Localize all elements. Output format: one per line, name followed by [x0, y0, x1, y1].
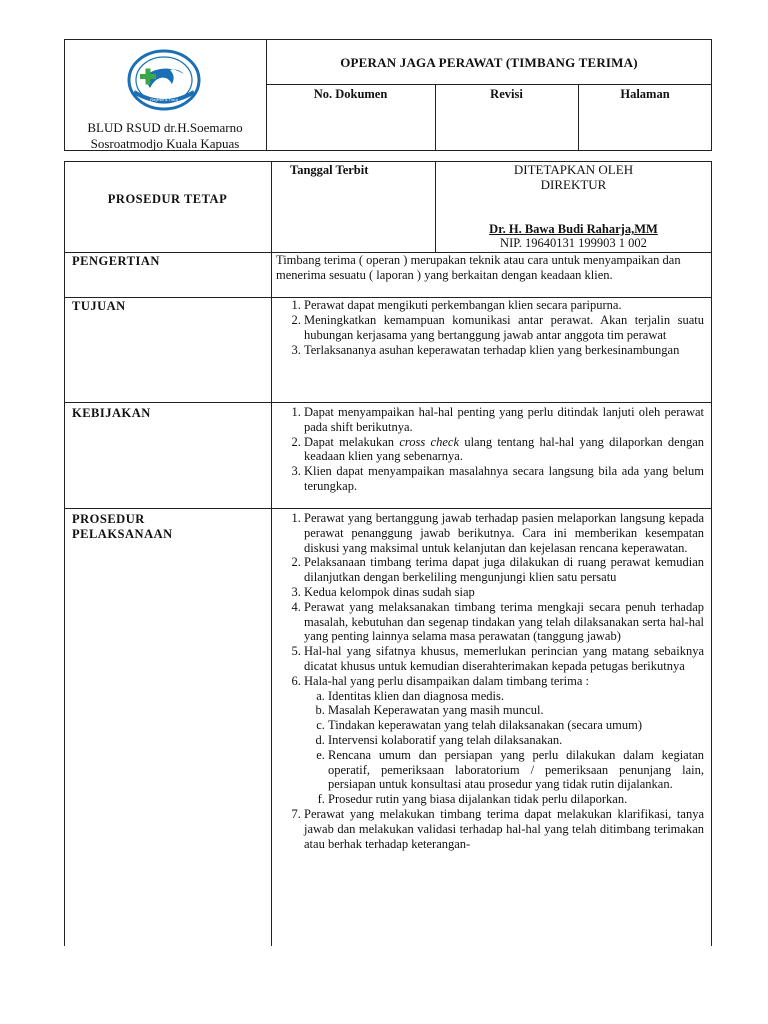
list-item: 5. Hal-hal yang sifatnya khusus, memerlukan perincian yang matang sebaiknya dicatat khusus untuk kemudian diserahterimakan kepada petugas berikutnya: [304, 644, 704, 674]
list-item: 2. Meningkatkan kemampuan komunikasi antar perawat. Akan terjalin suatu hubungan kerjasama yang bertanggung jawab antar anggota tim perawat: [304, 313, 704, 343]
hospital-logo: [126, 48, 202, 112]
list-item: 4. Perawat yang melaksanakan timbang terima mengkaji secara penuh terhadap masalah, kebutuhan dan segenap tindakan yang telah dilaksanakan serta hal-hal yang penting lainnya selama masa perawatan (tanggung jawab): [304, 600, 704, 644]
list-item: 7. Perawat yang melakukan timbang terima dapat melakukan klarifikasi, tanya jawab dan melakukan validasi terhadap hal-hal yang telah ditimbang terimakan atau berhak terhadap keterangan-: [304, 807, 704, 851]
col-no-dokumen: No. Dokumen: [313, 87, 388, 101]
tujuan-label: TUJUAN: [72, 299, 126, 313]
protap-label: PROSEDUR TETAP: [107, 192, 228, 206]
prosedur-label-line2: PELAKSANAAN: [72, 527, 173, 541]
kebijakan-label: KEBIJAKAN: [72, 406, 151, 420]
tanggal-terbit-label: Tanggal Terbit: [290, 163, 369, 177]
prosedur-label: [72, 512, 173, 542]
list-item: 3. Klien dapat menyampaikan masalahnya secara langsung bila ada yang belum terungkap.: [304, 464, 704, 494]
col-halaman: Halaman: [620, 87, 670, 101]
sub-item: c. Tindakan keperawatan yang telah dilaksanakan (secara umum): [328, 718, 704, 733]
kebijakan-list: [270, 405, 704, 494]
sub-item: d. Intervensi kolaboratif yang telah dilaksanakan.: [328, 733, 704, 748]
svg-text:Rayinta & Turut: Rayinta & Turut: [150, 97, 178, 102]
director-name: Dr. H. Bawa Budi Raharja,MM: [489, 222, 658, 236]
header-divider: [266, 84, 712, 85]
sub-item: a. Identitas klien dan diagnosa medis.: [328, 689, 704, 704]
institution-line1: BLUD RSUD dr.H.Soemarno: [87, 120, 243, 135]
ditetapkan-line1: DITETAPKAN OLEH: [513, 162, 634, 177]
sub-item: f. Prosedur rutin yang biasa dijalankan tidak perlu dilaporkan.: [328, 792, 704, 807]
list-item: 1. Dapat menyampaikan hal-hal penting yang perlu ditindak lanjuti oleh perawat pada shift berikutnya.: [304, 405, 704, 435]
ditetapkan-line2: DIREKTUR: [540, 177, 607, 192]
list-item: 6. Hala-hal yang perlu disampaikan dalam timbang terima : a. Identitas klien dan diagnosa medis. b. Masalah Keperawatan yang masih muncul. c. Tindakan keperawatan yang telah dilaksanakan (secara umum) d. Intervensi kolaboratif yang telah dilaksanakan. e. Rencana umum dan persiapan yang perlu dilakukan dalam kegiatan operatif, pemeriksaan laboratorium / pemeriksaan penunjang lain, persiapan untuk konsultasi atau prosedur yang tidak rutin dijalankan. f. Prosedur rutin yang biasa dijalankan tidak perlu dilaporkan.: [304, 674, 704, 807]
prosedur-label-line1: PROSEDUR: [72, 512, 145, 526]
list-item: 3. Terlaksananya asuhan keperawatan terhadap klien yang berkesinambungan: [304, 342, 704, 359]
sub-item: b. Masalah Keperawatan yang masih muncul.: [328, 703, 704, 718]
institution-name: [64, 120, 266, 152]
document-title: OPERAN JAGA PERAWAT (TIMBANG TERIMA): [340, 55, 638, 70]
col-revisi: Revisi: [490, 87, 523, 101]
list-item: 3. Kedua kelompok dinas sudah siap: [304, 585, 704, 600]
list-item: 2. Dapat melakukan cross check ulang tentang hal-hal yang dilaporkan dengan keadaan klien yang sebenarnya.: [304, 435, 704, 465]
ditetapkan-block: [435, 162, 712, 192]
row-divider: [64, 508, 712, 509]
prosedur-list: [270, 511, 704, 851]
list-item: 1. Perawat yang bertanggung jawab terhadap pasien melaporkan langsung kepada perawat penanggung jawab berikutnya. Cara ini memberikan kesempatan diskusi yang maksimal untuk kelanjutan dan kejelasan rencana keperawatan.: [304, 511, 704, 555]
sub-item: e. Rencana umum dan persiapan yang perlu dilakukan dalam kegiatan operatif, pemeriksaan laboratorium / pemeriksaan penunjang lain, persiapan untuk konsultasi atau prosedur yang tidak rutin dijalankan.: [328, 748, 704, 792]
pengertian-label: PENGERTIAN: [72, 254, 160, 268]
director-nip: NIP. 19640131 199903 1 002: [500, 236, 647, 250]
list-item: 1. Perawat dapat mengikuti perkembangan klien secara paripurna.: [304, 298, 704, 313]
institution-line2: Sosroatmodjo Kuala Kapuas: [90, 136, 240, 151]
pengertian-text: Timbang terima ( operan ) merupakan teknik atau cara untuk menyampaikan dan menerima sesuatu ( laporan ) yang berkaitan dengan keadaan klien.: [276, 253, 681, 282]
row-divider: [64, 402, 712, 403]
tujuan-list: [270, 298, 704, 359]
list-item: 2. Pelaksanaan timbang terima dapat juga dilakukan di ruang perawat kemudian dilanjutkan dengan berkeliling mengunjungi klien satu persatu: [304, 555, 704, 585]
